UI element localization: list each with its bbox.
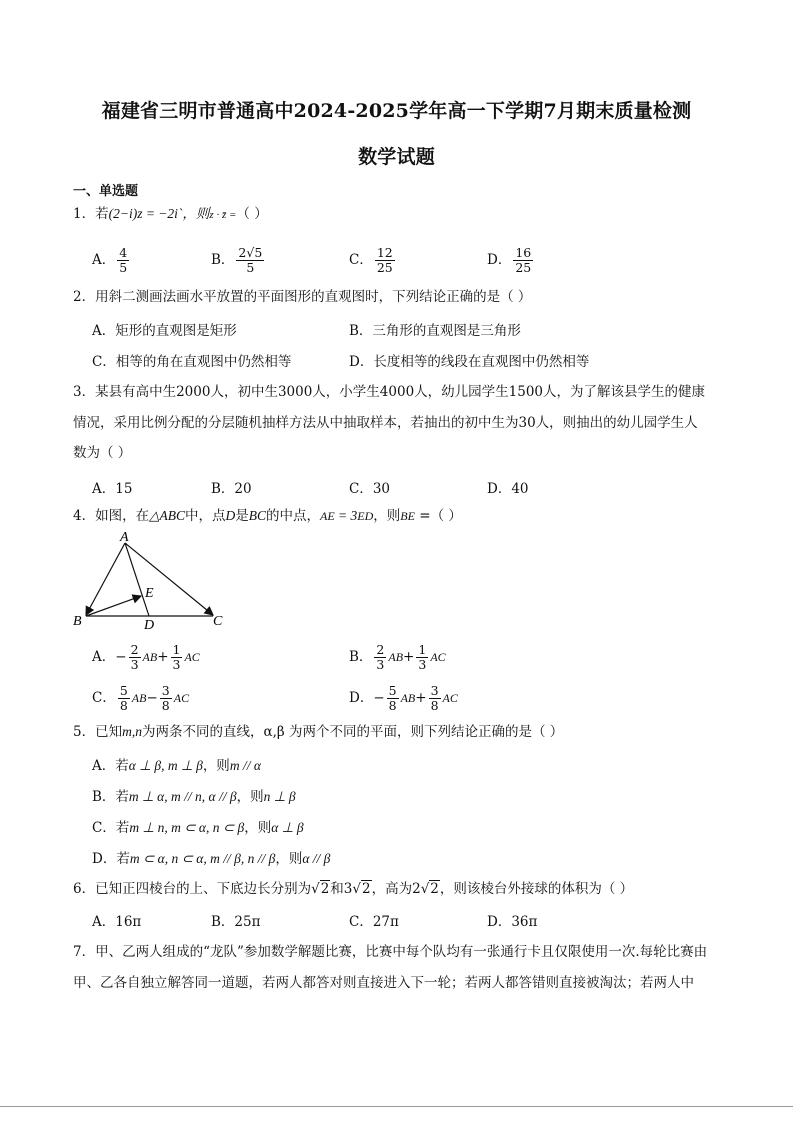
vector-ac: AC <box>430 650 446 664</box>
q3-option-c: C．30 <box>349 481 391 497</box>
numerator: 1 <box>172 642 181 657</box>
question-7-line-2: 甲、乙各自独立解答同一道题，若两人都答对则直接进入下一轮；若两人都答错则直接被淘汰；若两人中 <box>73 975 694 991</box>
result: α ⊥ β <box>271 820 304 835</box>
page-title: 福建省三明市普通高中2024-2025学年高一下学期7月期末质量检测 <box>101 100 692 122</box>
vector-label: BE <box>400 509 415 523</box>
condition: α ⊥ β, m ⊥ β <box>128 758 203 773</box>
result: α // β <box>302 851 331 866</box>
numerator: 3 <box>430 683 439 698</box>
q4-option-a <box>92 643 200 672</box>
operator: − <box>146 690 158 706</box>
q2-option-c: C．相等的角在直观图中仍然相等 <box>92 354 292 370</box>
denominator: 25 <box>515 260 532 275</box>
denominator: 5 <box>246 260 255 275</box>
q6-option-a: A．16π <box>92 914 142 930</box>
segment-ad-line <box>125 543 149 616</box>
fraction <box>375 246 395 275</box>
q2-option-b: B．三角形的直观图是三角形 <box>349 323 521 339</box>
condition: m ⊥ n, m ⊂ α, n ⊂ β <box>129 820 245 835</box>
q6-text: 6．已知正四棱台的上、下底边长分别为 <box>73 881 312 897</box>
vector-ed <box>357 509 373 523</box>
denominator: 8 <box>119 698 128 713</box>
coefficient: 3 <box>343 881 353 897</box>
label-d: D <box>144 618 155 630</box>
q2-option-d: D．长度相等的线段在直观图中仍然相等 <box>349 354 590 370</box>
fraction <box>118 684 130 713</box>
question-3-line-3: 数为（ ） <box>73 445 132 461</box>
q1-pre: 1．若 <box>73 206 109 222</box>
numerator: 1 <box>418 642 427 657</box>
q4-triangle: △ABC <box>149 508 185 523</box>
q4-text: 中，点 <box>184 508 226 524</box>
denominator: 3 <box>130 657 139 672</box>
option-label: B．若 <box>92 789 129 805</box>
q4-text: 4．如图，在 <box>73 508 150 524</box>
vector-ab: AB <box>142 650 158 664</box>
option-label: B． <box>211 252 235 268</box>
q6-option-c: C．27π <box>349 914 399 930</box>
numerator: 16 <box>515 245 532 260</box>
option-label: A． <box>92 649 116 665</box>
fraction <box>513 246 533 275</box>
denominator: 3 <box>418 657 427 672</box>
label-c: C <box>213 614 223 629</box>
numerator: 12 <box>376 245 393 260</box>
option-label: C．若 <box>92 820 130 836</box>
vector-be <box>400 509 415 523</box>
fraction <box>117 246 129 275</box>
question-1-stem <box>73 204 268 225</box>
q6-text: ，高为 <box>371 881 413 897</box>
denominator: 3 <box>376 657 385 672</box>
question-2-stem: 2．用斜二测画法画水平放置的平面图形的直观图时，下列结论正确的是（ ） <box>73 289 532 305</box>
fraction <box>429 684 441 713</box>
vector-label: AE <box>320 509 335 523</box>
fraction <box>374 643 386 672</box>
q4-text: 是 <box>235 508 249 524</box>
operator: + <box>415 690 427 706</box>
page-subtitle: 数学试题 <box>358 146 435 168</box>
q5-text: 为两条不同的直线，α,β 为两个不同的平面，则下列结论正确的是（ ） <box>141 724 564 740</box>
then-word: ，则 <box>244 820 272 836</box>
numerator: 5 <box>119 683 128 698</box>
q2-option-a: A．矩形的直观图是矩形 <box>92 323 237 339</box>
sqrt-expression: √2 <box>311 881 330 897</box>
q4-option-c <box>92 684 189 713</box>
q6-option-d: D．36π <box>487 914 538 930</box>
option-label: C． <box>92 690 116 706</box>
option-label: D． <box>349 690 374 706</box>
vector-ac: AC <box>184 650 200 664</box>
question-7-line-1: 7．甲、乙两人组成的“龙队”参加数学解题比赛，比赛中每个队均有一张通行卡且仅限使用一次.每轮比赛由 <box>73 944 708 960</box>
vector-ab: AB <box>388 650 404 664</box>
radicand: 2 <box>320 881 330 897</box>
q1-option-a <box>92 246 131 275</box>
q1-equation: (2−i)z = −2i`，则 <box>108 206 210 221</box>
numerator: 4 <box>119 245 128 260</box>
operator: + <box>157 649 169 665</box>
q3-option-a: A．15 <box>92 481 133 497</box>
q3-option-d: D．40 <box>487 481 529 497</box>
q1-option-b <box>211 246 266 275</box>
question-3-line-2: 情况，采用比例分配的分层随机抽样方法从中抽取样本，若抽出的初中生为30人，则抽出的幼儿园学生人 <box>73 415 698 431</box>
numerator: 3 <box>161 683 170 698</box>
q4-text: =（ ） <box>414 508 462 524</box>
numerator: 2√5 <box>238 245 263 260</box>
option-label: A．若 <box>92 758 129 774</box>
numerator: 5 <box>388 683 397 698</box>
denominator: 25 <box>376 260 393 275</box>
denominator: 5 <box>119 260 128 275</box>
q5-text: 5．已知 <box>73 724 123 740</box>
page-bottom-rule <box>0 1106 793 1107</box>
q4-text: ，则 <box>373 508 401 524</box>
vector-ae <box>320 509 335 523</box>
sign: − <box>373 690 385 706</box>
question-5-stem <box>73 722 563 742</box>
q5-option-b <box>92 785 296 805</box>
q5-option-d <box>92 847 330 867</box>
operator: + <box>403 649 415 665</box>
q1-paren: （ ） <box>236 206 268 222</box>
vector-ac-line <box>125 543 213 615</box>
fraction <box>387 684 399 713</box>
numerator: 2 <box>376 642 385 657</box>
q5-option-a <box>92 754 261 774</box>
fraction <box>236 246 264 275</box>
q1-expression: z · z̄ = <box>209 209 237 221</box>
option-label: B． <box>349 649 373 665</box>
question-3-line-1: 3．某县有高中生2000人，初中生3000人，小学生4000人，幼儿园学生1500人，为了解该县学生的健康 <box>73 384 706 400</box>
then-word: ，则 <box>202 758 230 774</box>
condition: m ⊥ α, m // n, α // β <box>128 789 237 804</box>
vector-ab: AB <box>400 691 416 705</box>
option-label: C． <box>349 252 373 268</box>
q1-option-d <box>487 246 535 275</box>
q4-text: 的中点， <box>266 508 320 524</box>
vector-ab: AB <box>131 691 147 705</box>
q1-option-c <box>349 246 397 275</box>
denominator: 8 <box>430 698 439 713</box>
vector-label: ED <box>357 509 374 523</box>
numerator: 2 <box>130 642 139 657</box>
fraction <box>171 643 183 672</box>
then-word: ，则 <box>236 789 264 805</box>
q5-option-c <box>92 816 304 836</box>
fraction <box>160 684 172 713</box>
q3-option-b: B．20 <box>211 481 252 497</box>
coefficient: 2 <box>412 881 421 897</box>
denominator: 3 <box>172 657 181 672</box>
option-label: A． <box>92 252 116 268</box>
q4-option-d <box>349 684 458 713</box>
q4-segment-bc: BC <box>248 508 266 523</box>
then-word: ，则 <box>275 851 303 867</box>
question-6-stem <box>73 879 633 899</box>
vector-ac: AC <box>442 691 458 705</box>
q6-option-b: B．25π <box>211 914 261 930</box>
denominator: 8 <box>161 698 170 713</box>
sign: − <box>115 649 127 665</box>
label-b: B <box>73 614 82 629</box>
option-label: D．若 <box>92 851 130 867</box>
vector-ac: AC <box>173 691 190 705</box>
q4-equals: = 3 <box>334 508 358 523</box>
radicand: 2 <box>430 881 439 897</box>
result: n ⊥ β <box>263 789 296 804</box>
result: m // α <box>229 758 261 773</box>
q6-text: 和 <box>330 881 344 897</box>
denominator: 8 <box>388 698 397 713</box>
fraction <box>416 643 428 672</box>
sqrt-expression: √2 <box>420 881 439 897</box>
q6-text: ，则该棱台外接球的体积为（ ） <box>439 881 634 897</box>
question-4-stem <box>73 506 462 526</box>
radicand: 2 <box>362 881 371 897</box>
q4-option-b <box>349 643 446 672</box>
sqrt-expression: √2 <box>352 881 371 897</box>
q4-point-d: D <box>225 508 236 523</box>
q5-lines: m,n <box>122 724 142 739</box>
label-a: A <box>120 530 129 545</box>
label-e: E <box>145 586 154 601</box>
section-heading: 一、单选题 <box>73 184 139 199</box>
option-label: D． <box>487 252 512 268</box>
triangle-figure <box>70 530 240 630</box>
condition: m ⊂ α, n ⊂ α, m // β, n // β <box>129 851 276 866</box>
fraction <box>129 643 141 672</box>
